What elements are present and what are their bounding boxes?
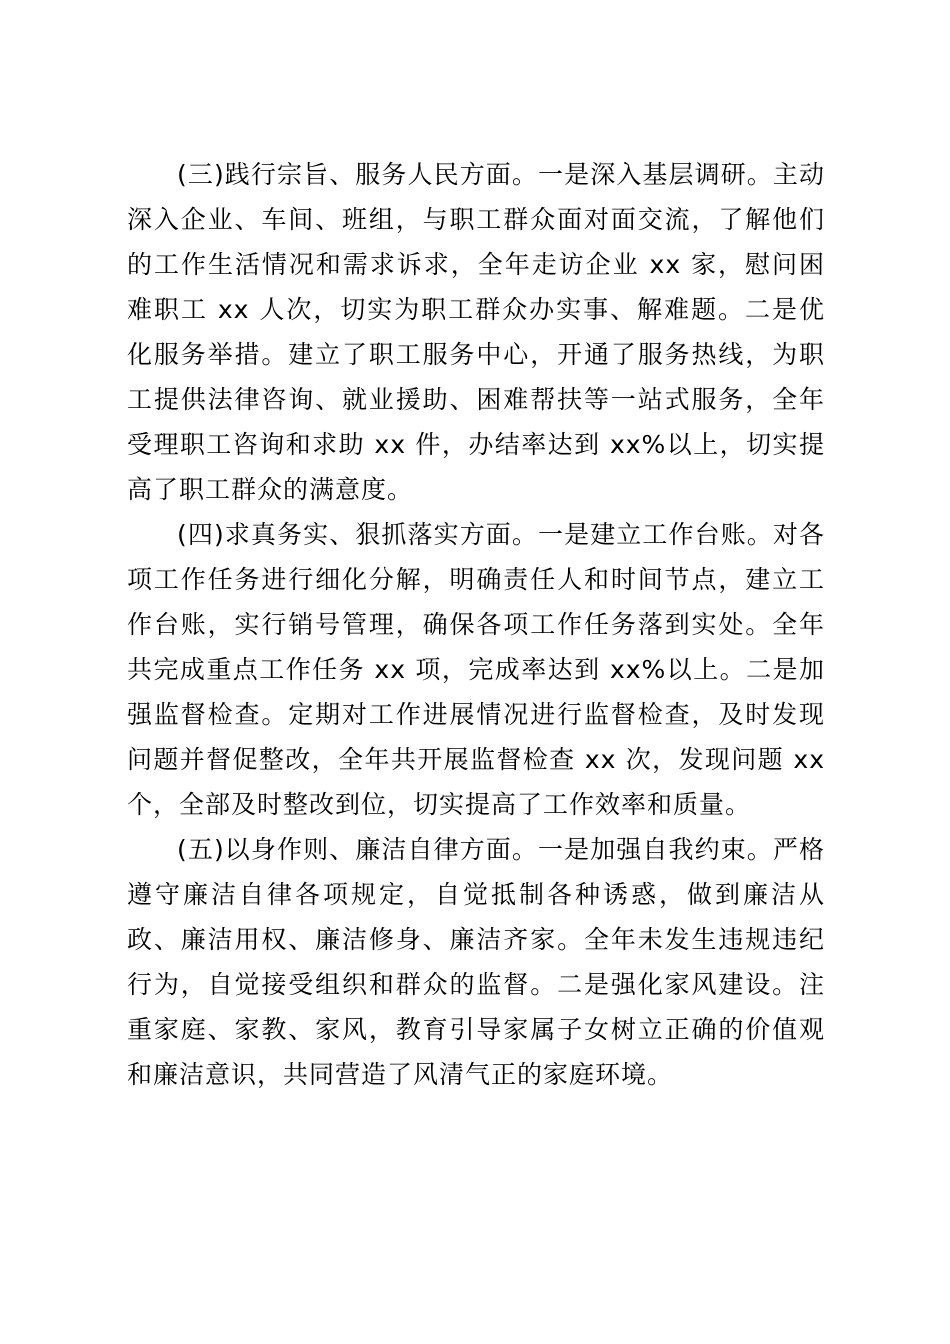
document-body [127,152,825,1097]
paragraph-implementation: (四)求真务实、狠抓落实方面。一是建立工作台账。对各项工作任务进行细化分解，明确责任人和时间节点，建立工作台账，实行销号管理，确保各项工作任务落到实处。全年共完成重点工作任务 xx 项，完成率达到 xx%以上。二是加强监督检查。定期对工作进展情况进行监督检查，及时发现问题并督促整改，全年共开展监督检查 xx 次，发现问题 xx 个，全部及时整改到位，切实提高了工作效率和质量。 [127,520,825,819]
paragraph-service-people: (三)践行宗旨、服务人民方面。一是深入基层调研。主动深入企业、车间、班组，与职工群众面对面交流，了解他们的工作生活情况和需求诉求，全年走访企业 xx 家，慰问困难职工 xx 人次，切实为职工群众办实事、解难题。二是优化服务举措。建立了职工服务中心，开通了服务热线，为职工提供法律咨询、就业援助、困难帮扶等一站式服务，全年受理职工咨询和求助 xx 件，办结率达到 xx%以上，切实提高了职工群众的满意度。 [127,160,825,504]
paragraph-integrity: (五)以身作则、廉洁自律方面。一是加强自我约束。严格遵守廉洁自律各项规定，自觉抵制各种诱惑，做到廉洁从政、廉洁用权、廉洁修身、廉洁齐家。全年未发生违规违纪行为，自觉接受组织和群众的监督。二是强化家风建设。注重家庭、家教、家风，教育引导家属子女树立正确的价值观和廉洁意识，共同营造了风清气正的家庭环境。 [127,835,825,1089]
